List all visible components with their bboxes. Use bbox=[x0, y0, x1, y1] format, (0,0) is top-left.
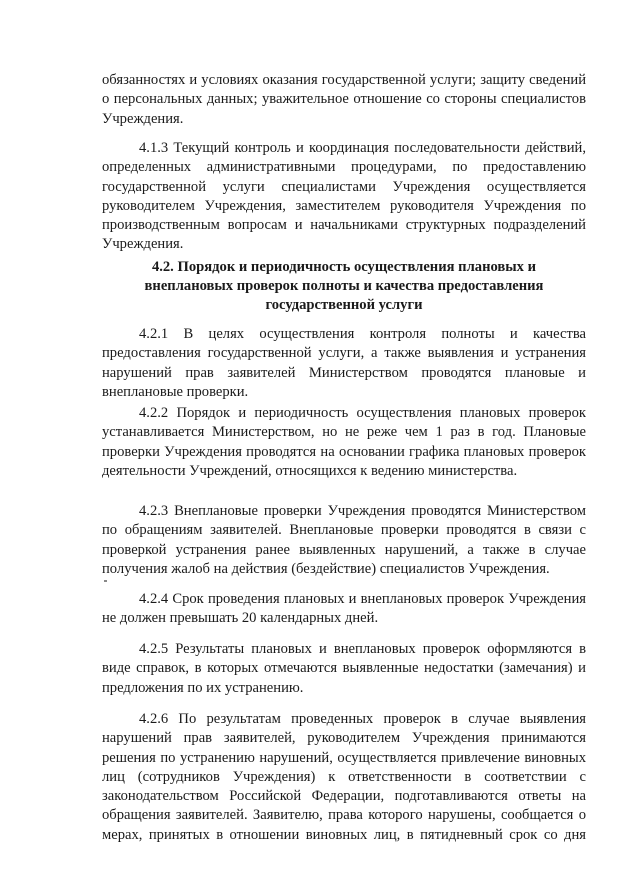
text-line: законодательством Российской Федерации, подготавливаются ответы на bbox=[102, 788, 586, 805]
heading-line: 4.2. Порядок и периодичность осуществления плановых и bbox=[151, 259, 537, 275]
text-line: виде справок, в которых отмечаются выявленные недостатки (замечания) и bbox=[102, 660, 586, 677]
paragraph-intro bbox=[102, 71, 586, 129]
text-line: нарушений прав заявителей Министерством проводятся плановые и bbox=[102, 364, 586, 381]
text-line: устанавливается Министерством, но не реже чем 1 раз в год. Плановые bbox=[102, 424, 586, 441]
text-line: 4.2.3 Внеплановые проверки Учреждения проводятся Министерством bbox=[139, 503, 586, 519]
paragraph-4-2-3 bbox=[102, 502, 586, 579]
text-line: 4.2.4 Срок проведения плановых и внеплановых проверок Учреждения bbox=[139, 591, 586, 607]
section-heading-4-2 bbox=[102, 258, 586, 315]
text-line: руководителем Учреждения, заместителем руководителя Учреждения по bbox=[102, 197, 586, 214]
text-line: деятельности Учреждений, относящихся к ведению министерства. bbox=[102, 462, 518, 479]
heading-line: государственной услуги bbox=[265, 297, 423, 313]
text-line: предоставления государственной услуги, а также выявления и устранения bbox=[102, 345, 586, 362]
text-line: нарушений прав заявителей, руководителем Учреждения принимаются bbox=[102, 730, 586, 747]
text-line: получения жалоб на действия (бездействие) специалистов Учреждения. bbox=[102, 560, 550, 577]
text-line: 4.2.6 По результатам проведенных проверок в случае выявления bbox=[139, 711, 586, 727]
text-line: Учреждения. bbox=[102, 236, 184, 253]
paragraph-4-2-5 bbox=[102, 640, 586, 698]
paragraph-4-2-4 bbox=[102, 590, 586, 629]
paragraph-4-1-3 bbox=[102, 139, 586, 255]
text-line: предложения по их устранению. bbox=[102, 679, 304, 696]
text-line: проверкой устранения ранее выявленных нарушений, а также в случае bbox=[102, 541, 586, 558]
text-line: Учреждения. bbox=[102, 110, 184, 127]
text-line: решения по устранению нарушений, осуществляется привлечение виновных bbox=[102, 749, 586, 766]
text-line: не должен превышать 20 календарных дней. bbox=[102, 610, 379, 627]
text-line: 4.2.2 Порядок и периодичность осуществления плановых проверок bbox=[139, 405, 586, 421]
text-line: проверки Учреждения проводятся на основании графика плановых проверок bbox=[102, 443, 586, 460]
paragraph-4-2-6 bbox=[102, 710, 586, 845]
text-line: 4.2.1 В целях осуществления контроля полноты и качества bbox=[139, 326, 586, 342]
text-line: лиц (сотрудников Учреждения) к ответственности в соответствии с bbox=[102, 768, 586, 785]
paragraph-4-2-1 bbox=[102, 325, 586, 402]
text-line: о персональных данных; уважительное отношение со стороны специалистов bbox=[102, 91, 586, 108]
text-line: 4.2.5 Результаты плановых и внеплановых проверок оформляются в bbox=[139, 641, 586, 657]
text-line: государственной услуги специалистами Учреждения осуществляется bbox=[102, 178, 586, 195]
text-line: обращения заявителей. Заявителю, права которого нарушены, сообщается о bbox=[102, 807, 586, 824]
text-line: мерах, принятых в отношении виновных лиц, в пятидневный срок со дня bbox=[102, 826, 586, 843]
paragraph-4-2-2 bbox=[102, 404, 586, 481]
text-line: по обращениям заявителей. Внеплановые проверки проводятся в связи с bbox=[102, 522, 586, 539]
text-line: производственным вопросам и начальниками структурных подразделений bbox=[102, 217, 586, 234]
text-line: обязанностях и условиях оказания государственной услуги; защиту сведений bbox=[102, 72, 586, 88]
text-line: внеплановые проверки. bbox=[102, 383, 249, 400]
text-line: определенных административными процедурами, по предоставлению bbox=[102, 159, 586, 176]
text-line: 4.1.3 Текущий контроль и координация последовательности действий, bbox=[139, 140, 586, 156]
scan-speck bbox=[104, 580, 107, 582]
heading-line: внеплановых проверок полноты и качества предоставления bbox=[144, 278, 544, 294]
